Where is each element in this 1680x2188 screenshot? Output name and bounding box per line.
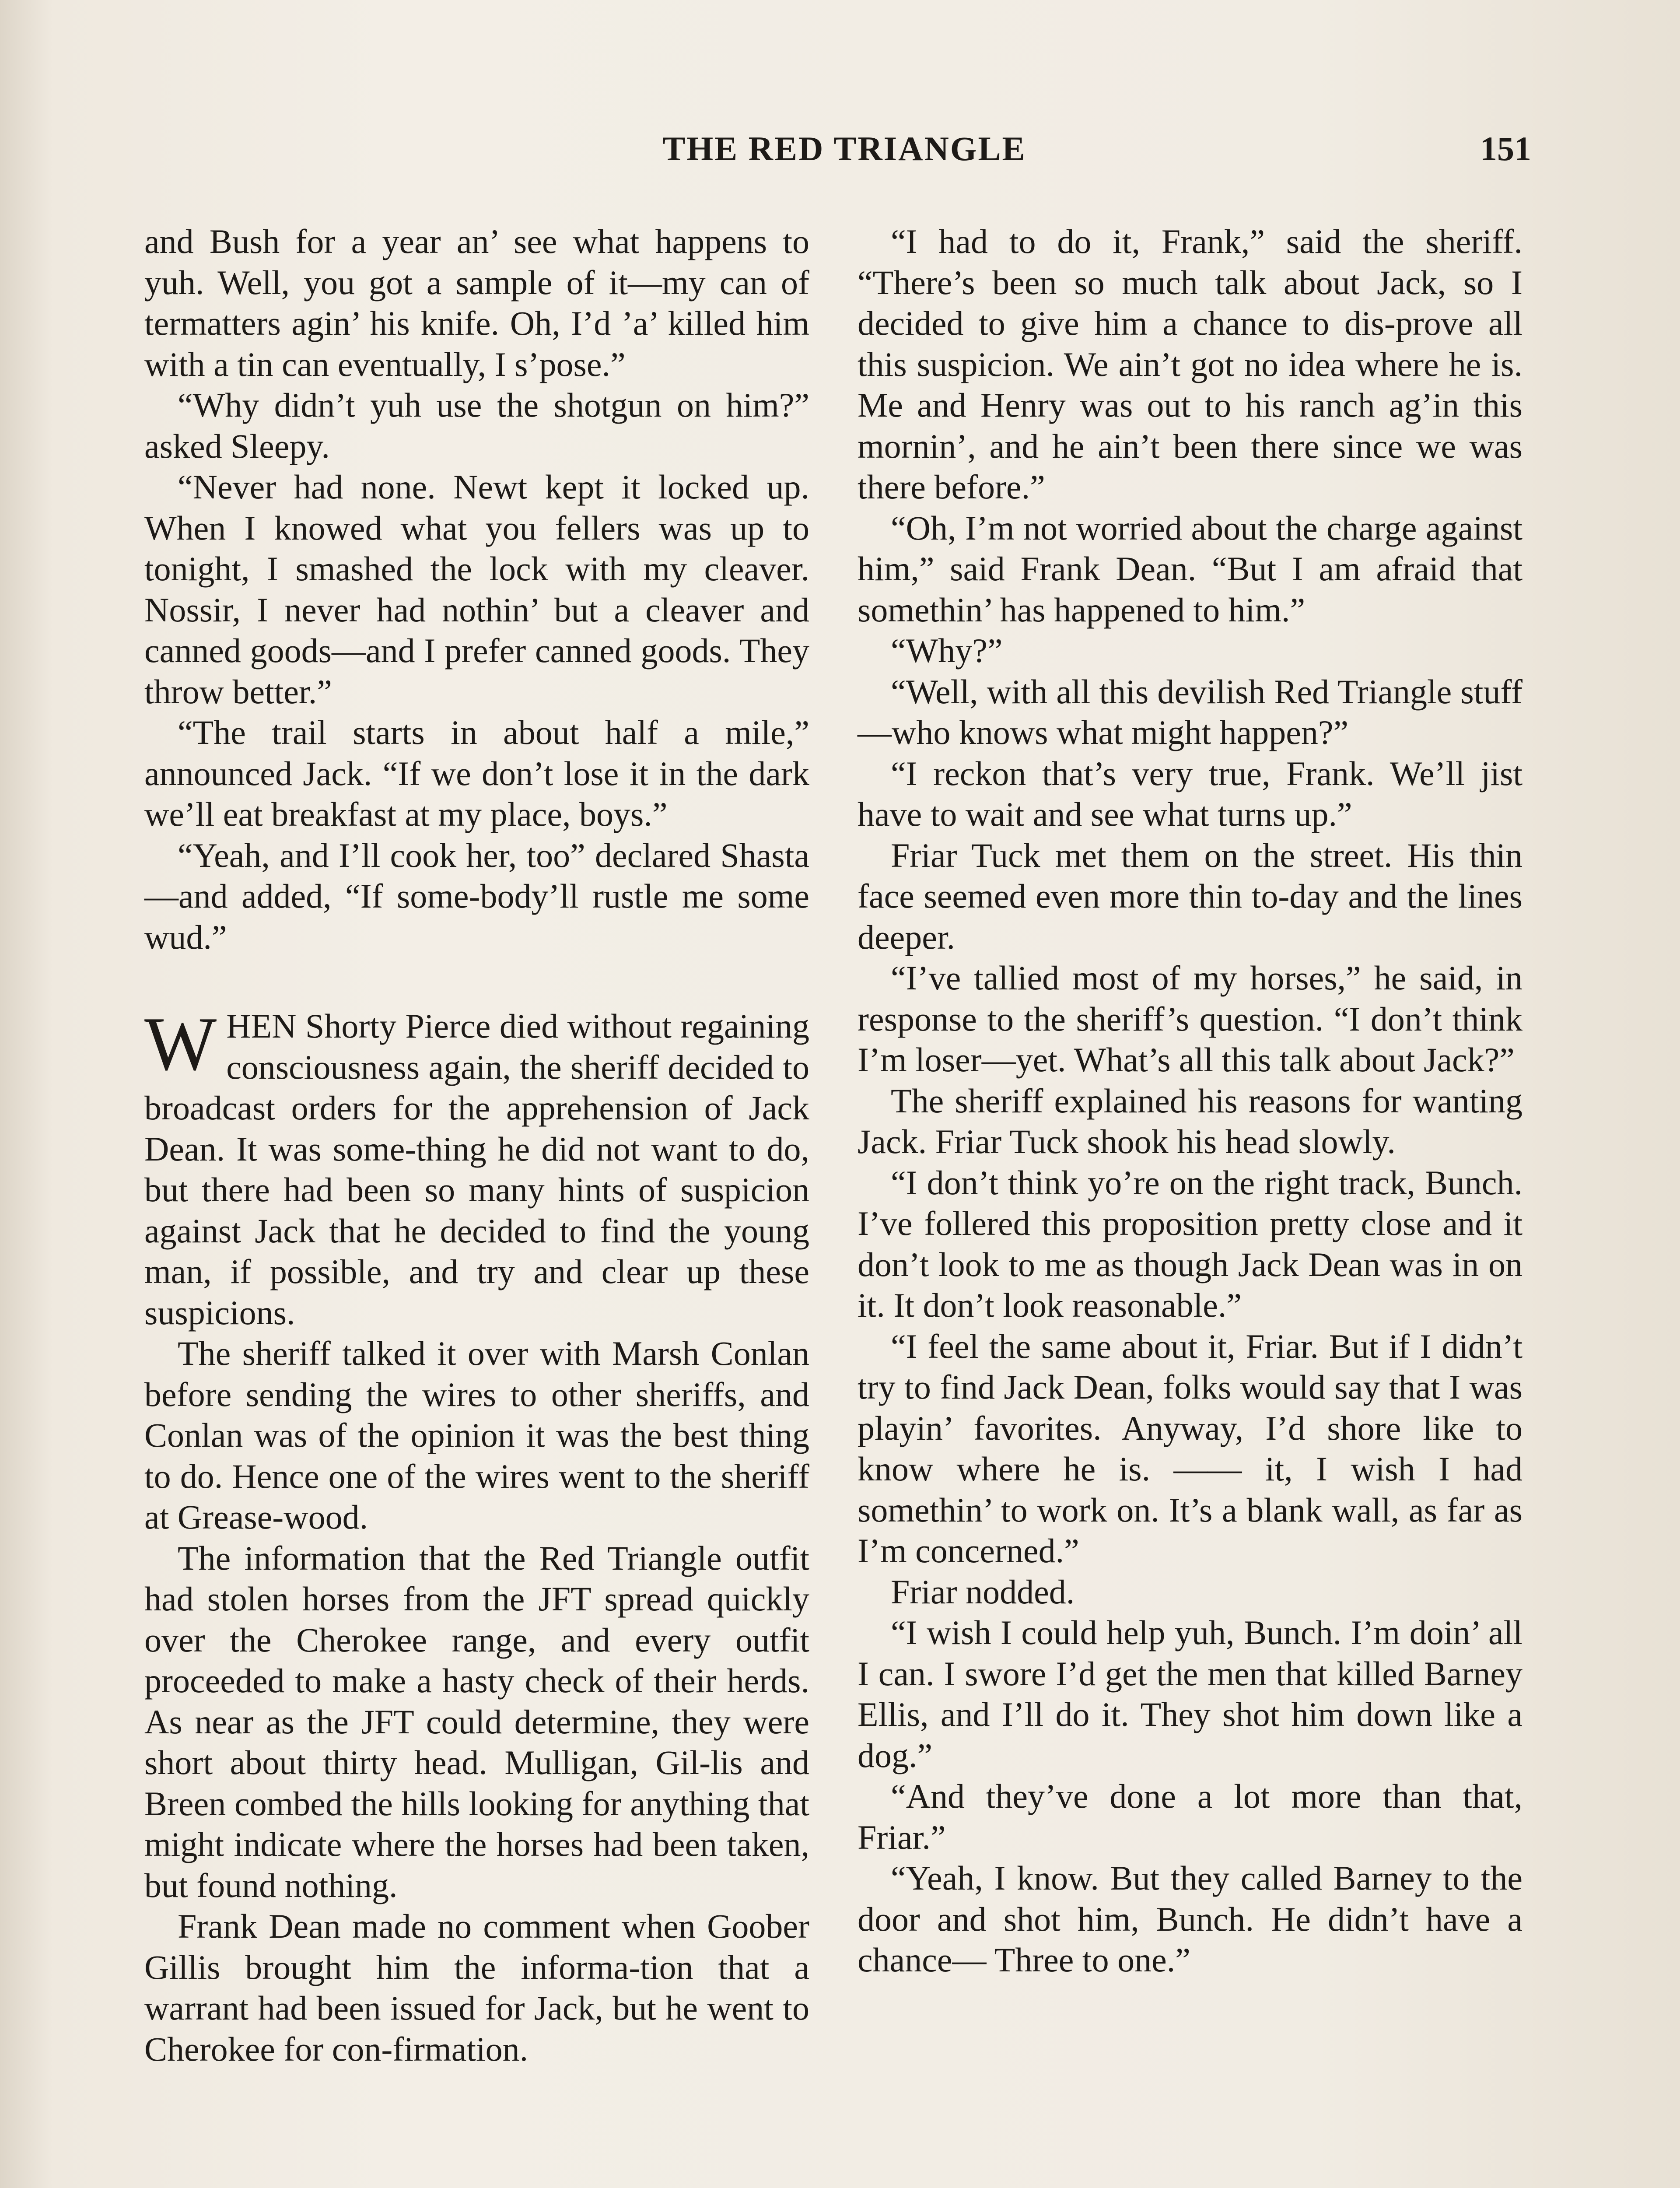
right-text-column (858, 221, 1522, 1981)
paragraph: “Well, with all this devilish Red Triangle stuff—who knows what might happen?” (858, 672, 1522, 751)
paragraph: Frank Dean made no comment when Goober Gillis brought him the informa-tion that a warrant had been issued for Jack, but he went to Cherokee for con-firmation. (144, 1907, 809, 2068)
paragraph: “Yeah, and I’ll cook her, too” declared Shasta—and added, “If some-body’ll rustle me some wud.” (144, 836, 809, 956)
paragraph: “And they’ve done a lot more than that, Friar.” (858, 1777, 1522, 1856)
page-number: 151 (1480, 130, 1531, 168)
drop-cap: W (144, 1001, 217, 1086)
paragraph: The sheriff explained his reasons for wanting Jack. Friar Tuck shook his head slowly. (858, 1081, 1522, 1161)
paragraph: “I reckon that’s very true, Frank. We’ll jist have to wait and see what turns up.” (858, 754, 1522, 833)
paragraph: “Why didn’t yuh use the shotgun on him?” asked Sleepy. (144, 386, 809, 465)
paragraph: and Bush for a year an’ see what happens to yuh. Well, you got a sample of it—my can of termatters agin’ his knife. Oh, I’d ’a’ killed him with a tin can eventually, I s’pose.” (144, 222, 809, 383)
paragraph: “I’ve tallied most of my horses,” he said, in response to the sheriff’s question. “I don’t think I’m loser—yet. What’s all this talk about Jack?” (858, 959, 1522, 1079)
paragraph: “I had to do it, Frank,” said the sheriff. “There’s been so much talk about Jack, so I decided to give him a chance to dis-prove all this suspicion. We ain’t got no idea where he is. Me and Henry was out to his ranch ag’in this mornin’, and he ain’t been there since we was there before.” (858, 222, 1522, 506)
running-title: THE RED TRIANGLE (662, 130, 1026, 168)
paragraph-text: HEN Shorty Pierce died without regaining consciousness again, the sheriff decided to broadcast orders for the apprehension of Jack Dean. It was some-thing he did not want to do, but there had been so many hints of suspicion against Jack that he decided to find the young man, if possible, and try and clear up these suspicions. (144, 1007, 809, 1332)
paragraph: Friar Tuck met them on the street. His thin face seemed even more thin to-day and the lines deeper. (858, 836, 1522, 956)
section-break (144, 957, 809, 1006)
paragraph: Friar nodded. (891, 1572, 1075, 1611)
section-opening-paragraph (144, 1001, 809, 1333)
paragraph: “The trail starts in about half a mile,” announced Jack. “If we don’t lose it in the dark we’ll eat breakfast at my place, boys.” (144, 713, 809, 833)
running-header (144, 129, 1544, 177)
paragraph: “Never had none. Newt kept it locked up. When I knowed what you fellers was up to tonight, I smashed the lock with my cleaver. Nossir, I never had nothin’ but a cleaver and canned goods—and I prefer canned goods. They throw better.” (144, 468, 809, 711)
paragraph: The sheriff talked it over with Marsh Conlan before sending the wires to other sheriffs, and Conlan was of the opinion it was the best thing to do. Hence one of the wires went to the sheriff at Grease-wood. (144, 1334, 809, 1536)
paragraph: “I wish I could help yuh, Bunch. I’m doin’ all I can. I swore I’d get the men that killed Barney Ellis, and I’ll do it. They shot him down like a dog.” (858, 1613, 1522, 1774)
paragraph: The information that the Red Triangle outfit had stolen horses from the JFT spread quickly over the Cherokee range, and every outfit proceeded to make a hasty check of their herds. As near as the JFT could determine, they were short about thirty head. Mulligan, Gil-lis and Breen combed the hills looking for anything that might indicate where the horses had been taken, but found nothing. (144, 1539, 809, 1904)
paragraph: “Yeah, I know. But they called Barney to the door and shot him, Bunch. He didn’t have a chance— Three to one.” (858, 1859, 1522, 1979)
left-text-column (144, 221, 809, 2069)
paragraph: “Oh, I’m not worried about the charge against him,” said Frank Dean. “But I am afraid that somethin’ has happened to him.” (858, 508, 1522, 629)
paragraph: “Why?” (891, 631, 1003, 670)
paragraph: “I don’t think yo’re on the right track, Bunch. I’ve follered this proposition pretty close and it don’t look to me as though Jack Dean was in on it. It don’t look reasonable.” (858, 1163, 1522, 1324)
paragraph: “I feel the same about it, Friar. But if I didn’t try to find Jack Dean, folks would say that I was playin’ favorites. Anyway, I’d shore like to know where he is. —— it, I wish I had somethin’ to work on. It’s a blank wall, as far as I’m concerned.” (858, 1327, 1522, 1570)
